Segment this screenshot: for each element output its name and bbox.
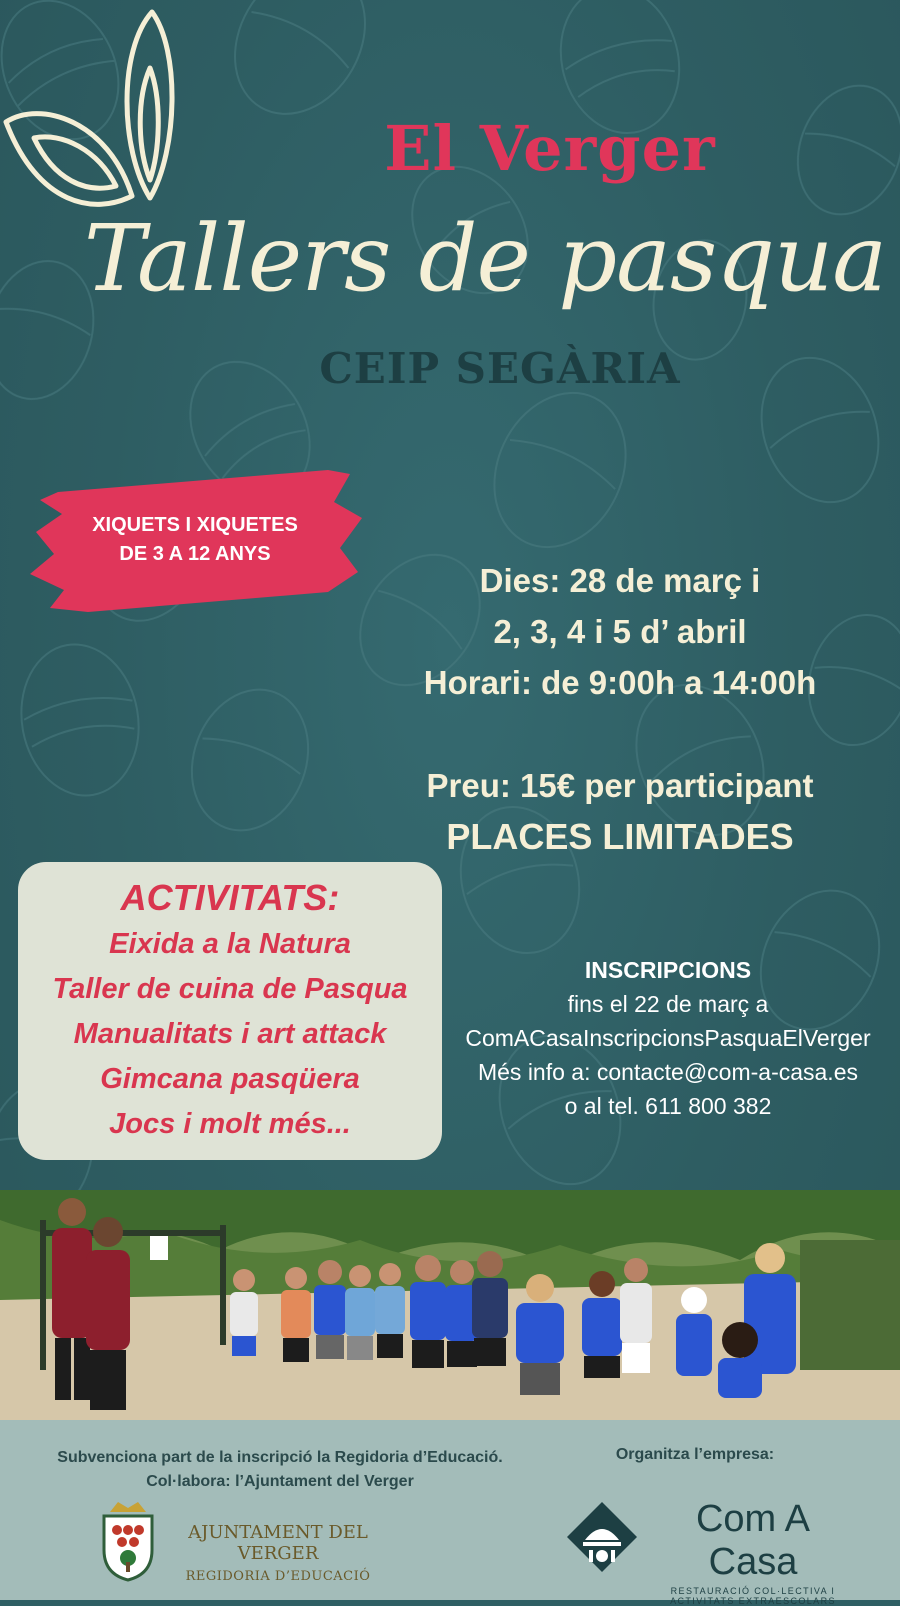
activity-item: Gimcana pasqüera bbox=[100, 1063, 360, 1095]
activity-item: Jocs i molt més... bbox=[109, 1108, 351, 1140]
subsidy-line-1: Subvenciona part de la inscripció la Regidoria d’Educació. bbox=[57, 1449, 503, 1466]
subsidy-line-2: Col·labora: l’Ajuntament del Verger bbox=[146, 1473, 414, 1490]
age-badge bbox=[40, 511, 350, 569]
activity-item: Manualitats i art attack bbox=[73, 1018, 387, 1050]
school-name: CEIP SEGÀRIA bbox=[319, 344, 681, 393]
days-line-2: 2, 3, 4 i 5 d’ abril bbox=[493, 613, 747, 650]
contact-email[interactable]: Més info a: contacte@com-a-casa.es bbox=[477, 1059, 858, 1085]
registration-heading: INSCRIPCIONS bbox=[584, 957, 752, 983]
com-a-casa-logo-icon bbox=[565, 1500, 639, 1574]
registration-info bbox=[450, 953, 886, 1123]
age-badge-line-1: XIQUETS I XIQUETES bbox=[92, 514, 298, 536]
contact-phone[interactable]: o al tel. 611 800 382 bbox=[564, 1093, 772, 1119]
council-logo-text bbox=[158, 1522, 398, 1584]
schedule: Horari: de 9:00h a 14:00h bbox=[423, 664, 817, 701]
spacer bbox=[340, 708, 900, 760]
subsidy-text bbox=[10, 1446, 550, 1494]
company-tagline: RESTAURACIÓ COL·LECTIVA I ACTIVITATS EXTRAESCOLARS bbox=[670, 1586, 836, 1606]
activity-item: Eixida a la Natura bbox=[109, 928, 351, 960]
age-badge-line-2: DE 3 A 12 ANYS bbox=[119, 543, 271, 565]
price: Preu: 15€ per participant bbox=[426, 767, 814, 804]
registration-deadline: fins el 22 de març a bbox=[567, 991, 769, 1017]
activities-heading: ACTIVITATS: bbox=[120, 877, 340, 918]
limited-places: PLACES LIMITADES bbox=[446, 816, 794, 857]
organizer-label: Organitza l’empresa: bbox=[615, 1446, 775, 1463]
company-logo-text bbox=[648, 1498, 858, 1606]
council-shield-icon bbox=[100, 1498, 156, 1582]
days-line-1: Dies: 28 de març i bbox=[479, 562, 761, 599]
registration-link[interactable]: ComACasaInscripcionsPasquaElVerger bbox=[465, 1025, 871, 1051]
event-details bbox=[340, 555, 900, 862]
company-name: Com A Casa bbox=[695, 1498, 811, 1583]
activity-item: Taller de cuina de Pasqua bbox=[52, 973, 408, 1005]
activities-list bbox=[18, 874, 442, 1147]
poster-title: Tallers de pasqua bbox=[83, 205, 887, 312]
council-department: REGIDORIA D’EDUCACIÓ bbox=[185, 1569, 371, 1584]
group-photo-children-outdoors bbox=[0, 1190, 900, 1420]
town-title: El Verger bbox=[384, 112, 716, 185]
council-name: AJUNTAMENT DEL VERGER bbox=[188, 1522, 368, 1564]
